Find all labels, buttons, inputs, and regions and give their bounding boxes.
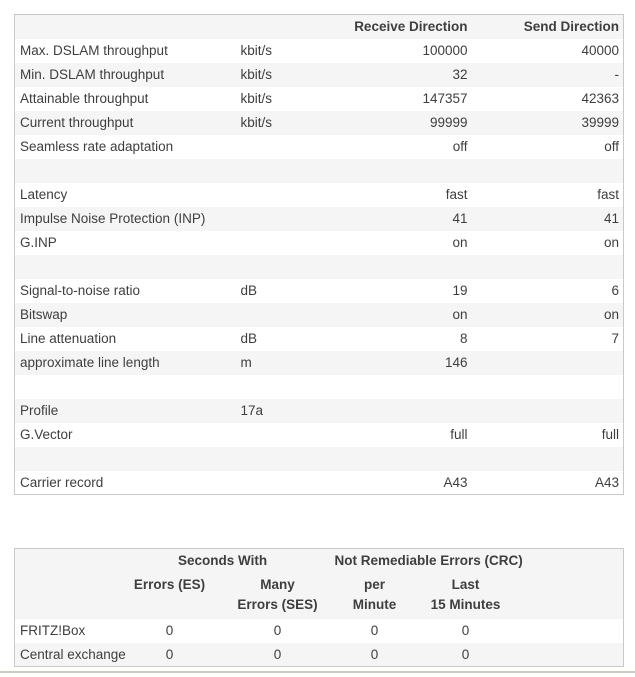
- table-row: [15, 183, 624, 207]
- row-send-value: [472, 375, 624, 399]
- row-crc-per-minute: 0: [370, 646, 379, 662]
- group-spacer-filler: [513, 549, 624, 573]
- row-many-errors-ses: 0: [273, 646, 282, 662]
- row-receive-value: [327, 399, 472, 423]
- row-send-value: on: [603, 307, 619, 322]
- row-send-value: 7: [611, 331, 619, 346]
- row-crc-per-minute: 0: [370, 623, 379, 638]
- send-direction-header: Send Direction: [523, 19, 619, 35]
- row-send-value: full: [601, 427, 619, 442]
- row-send-value: 40000: [581, 43, 619, 58]
- ses-header-line1: Many: [260, 576, 295, 592]
- header-spacer-label: [15, 15, 237, 39]
- error-counters-table: [14, 548, 624, 667]
- row-receive-value: 8: [459, 331, 468, 346]
- row-label: [15, 255, 237, 279]
- row-receive-value: on: [452, 307, 468, 322]
- row-label: Profile: [20, 403, 59, 418]
- table-row: [15, 619, 624, 643]
- row-receive-value: off: [452, 139, 468, 154]
- dsl-overview-table: [14, 14, 624, 495]
- crc-group-header: Not Remediable Errors (CRC): [334, 553, 523, 569]
- row-receive-value: 32: [452, 67, 468, 82]
- error-table-group-header-row: [15, 549, 624, 573]
- row-unit: kbit/s: [240, 91, 273, 106]
- row-send-value: A43: [594, 474, 619, 490]
- row-label: Seamless rate adaptation: [20, 139, 174, 154]
- row-label: [15, 159, 237, 183]
- row-send-value: 42363: [581, 91, 619, 106]
- row-send-value: [472, 159, 624, 183]
- row-receive-value: on: [452, 235, 468, 250]
- row-unit: [237, 207, 327, 231]
- row-label: Bitswap: [20, 307, 68, 322]
- row-label: Current throughput: [20, 115, 134, 130]
- row-many-errors-ses: 0: [273, 623, 282, 638]
- table-row: [15, 279, 624, 303]
- table-row: [15, 159, 624, 183]
- row-receive-value: A43: [443, 474, 468, 490]
- row-unit: [237, 447, 327, 471]
- table-row: [15, 447, 624, 471]
- row-label: Signal-to-noise ratio: [20, 283, 141, 298]
- table-row: [15, 255, 624, 279]
- row-filler: [513, 619, 624, 643]
- table-row: [15, 63, 624, 87]
- row-send-value: 41: [603, 211, 619, 226]
- table-row: [15, 375, 624, 399]
- row-label: Latency: [20, 187, 68, 202]
- row-unit: dB: [240, 283, 258, 298]
- row-send-value: [472, 351, 624, 375]
- ses-header-line2: Errors (SES): [237, 596, 318, 612]
- row-label: Line attenuation: [20, 331, 117, 346]
- row-unit: [237, 375, 327, 399]
- row-receive-value: 41: [452, 211, 468, 226]
- row-receive-value: [327, 447, 472, 471]
- row-send-value: 6: [611, 283, 619, 298]
- dsl-table-header-row: [15, 15, 624, 39]
- table-row: [15, 303, 624, 327]
- row-receive-value: full: [450, 427, 468, 442]
- row-unit: [237, 135, 327, 159]
- per-minute-header: [331, 573, 419, 619]
- row-receive-value: 19: [452, 283, 468, 298]
- row-crc-last-15-minutes: 0: [461, 646, 470, 662]
- table-row: [15, 327, 624, 351]
- row-label: Carrier record: [20, 474, 104, 490]
- table-row: [15, 423, 624, 447]
- row-receive-value: [327, 159, 472, 183]
- row-unit: [237, 231, 327, 255]
- row-unit: [237, 471, 327, 495]
- row-unit: [237, 159, 327, 183]
- table-row: [15, 87, 624, 111]
- row-unit: kbit/s: [240, 67, 273, 82]
- row-errors-es: 0: [165, 623, 174, 638]
- row-label: [15, 447, 237, 471]
- row-unit: dB: [240, 331, 258, 346]
- row-receive-value: 146: [444, 355, 468, 370]
- row-receive-value: [327, 255, 472, 279]
- row-label: Attainable throughput: [20, 91, 149, 106]
- table-row: [15, 643, 624, 667]
- row-label: Central exchange: [20, 646, 126, 662]
- row-send-value: -: [614, 67, 619, 82]
- table-row: [15, 111, 624, 135]
- last15-line2: 15 Minutes: [430, 596, 501, 612]
- row-receive-value: 100000: [422, 43, 468, 58]
- row-receive-value: fast: [445, 187, 468, 202]
- receive-direction-header: Receive Direction: [354, 19, 468, 35]
- table-row: [15, 399, 624, 423]
- header-spacer-unit: [237, 15, 327, 39]
- table-row: [15, 231, 624, 255]
- row-unit: 17a: [240, 403, 264, 418]
- row-receive-value: 99999: [429, 115, 468, 130]
- row-label: Min. DSLAM throughput: [20, 67, 165, 82]
- row-send-value: [472, 255, 624, 279]
- row-label: Impulse Noise Protection (INP): [20, 211, 206, 226]
- error-table-column-header-row: [15, 573, 624, 619]
- many-errors-ses-header: [225, 573, 331, 619]
- row-crc-last-15-minutes: 0: [461, 623, 470, 638]
- row-send-value: off: [604, 139, 619, 154]
- row-send-value: [472, 399, 624, 423]
- row-filler: [513, 643, 624, 667]
- group-spacer-label: [15, 549, 115, 573]
- row-send-value: on: [603, 235, 619, 250]
- row-unit: [237, 303, 327, 327]
- row-label: G.INP: [20, 235, 57, 250]
- col-spacer-filler: [513, 573, 624, 619]
- per-minute-line2: Minute: [352, 596, 397, 612]
- per-minute-line1: per: [364, 576, 386, 592]
- row-unit: kbit/s: [240, 115, 273, 130]
- row-unit: m: [240, 355, 252, 370]
- row-send-value: fast: [597, 187, 619, 202]
- bottom-divider: [0, 671, 635, 673]
- row-unit: [237, 255, 327, 279]
- row-receive-value: 147357: [422, 91, 468, 106]
- row-label: Max. DSLAM throughput: [20, 43, 168, 58]
- col-spacer-label: [15, 573, 115, 619]
- row-unit: [237, 183, 327, 207]
- row-label: G.Vector: [20, 427, 73, 442]
- table-row: [15, 471, 624, 495]
- table-row: [15, 135, 624, 159]
- row-unit: [237, 423, 327, 447]
- row-send-value: [472, 447, 624, 471]
- row-label: FRITZ!Box: [20, 623, 86, 638]
- row-label: [15, 375, 237, 399]
- row-send-value: 39999: [581, 115, 619, 130]
- last-15-minutes-header: [419, 573, 513, 619]
- row-errors-es: 0: [165, 646, 174, 662]
- table-row: [15, 207, 624, 231]
- row-unit: kbit/s: [240, 43, 273, 58]
- table-row: [15, 39, 624, 63]
- table-row: [15, 351, 624, 375]
- seconds-with-group-header: Seconds With: [177, 553, 268, 569]
- row-receive-value: [327, 375, 472, 399]
- row-label: approximate line length: [20, 355, 160, 370]
- last15-line1: Last: [451, 576, 480, 592]
- errors-es-header: Errors (ES): [133, 576, 206, 592]
